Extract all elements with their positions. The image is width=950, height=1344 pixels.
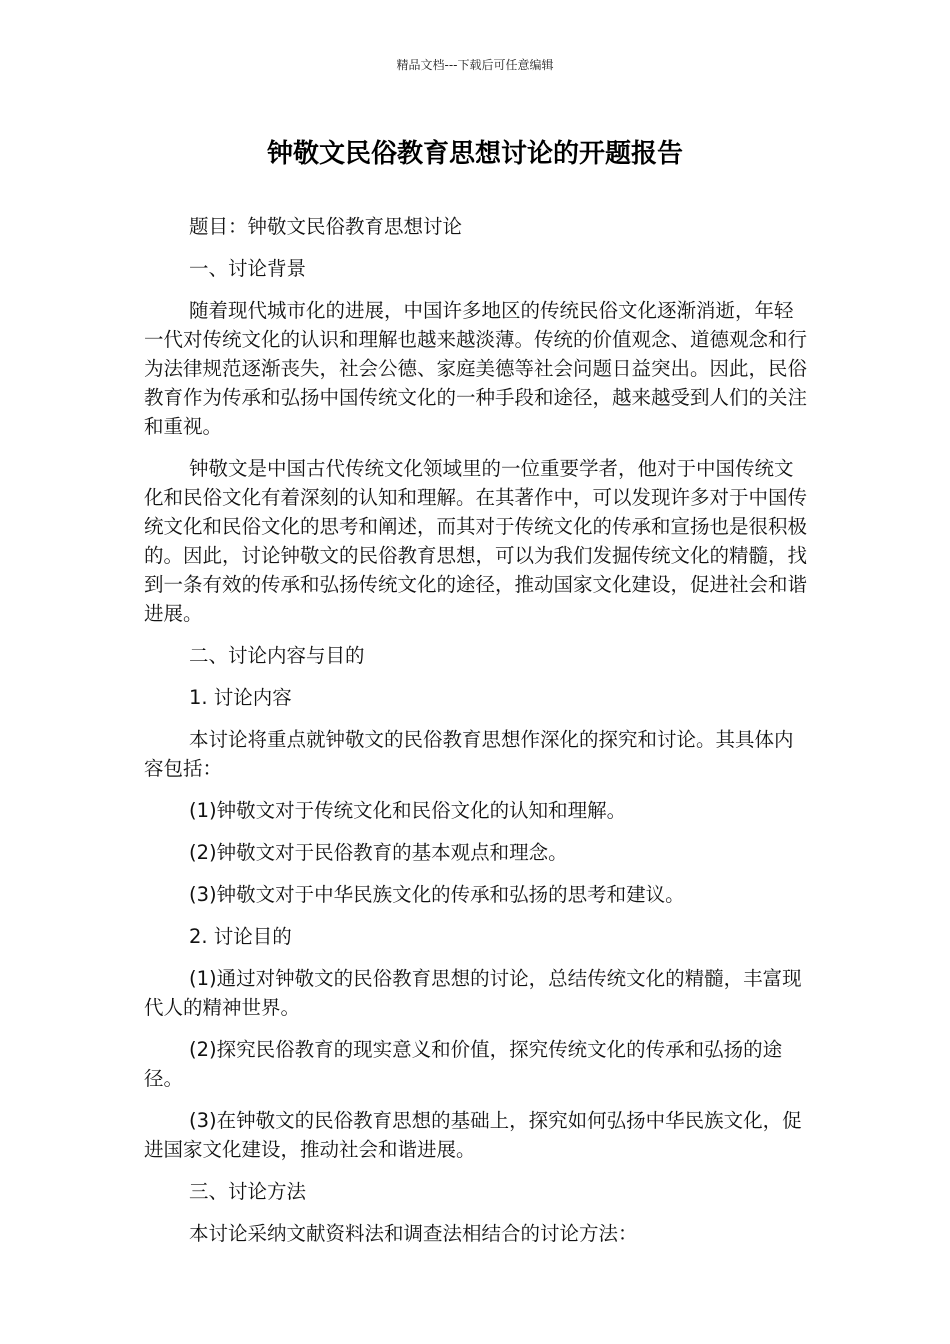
topic-line: 题目：钟敬文民俗教育思想讨论	[189, 215, 463, 238]
subheading-purpose: 2. 讨论目的	[189, 925, 292, 948]
content-item-1: (1)钟敬文对于传统文化和民俗文化的认知和理解。	[189, 799, 627, 822]
method-paragraph: 本讨论采纳文献资料法和调查法相结合的讨论方法：	[189, 1222, 638, 1245]
background-paragraph-1: 随着现代城市化的进展，中国许多地区的传统民俗文化逐渐消逝，年轻一代对传统文化的认识和理解也越来越淡薄。传统的价值观念、道德观念和行为法律规范逐渐丧失，社会公德、家庭美德等社会问题日益突出。因此，民俗教育作为传承和弘扬中国传统文化的一种手段和途径，越来越受到人们的关注和重视。	[144, 299, 808, 438]
section-heading-method: 三、讨论方法	[189, 1180, 307, 1203]
section-heading-content-purpose: 二、讨论内容与目的	[189, 644, 365, 667]
section-heading-background: 一、讨论背景	[189, 257, 307, 280]
content-item-3: (3)钟敬文对于中华民族文化的传承和弘扬的思考和建议。	[189, 883, 685, 906]
content-item-2: (2)钟敬文对于民俗教育的基本观点和理念。	[189, 841, 568, 864]
background-paragraph-2: 钟敬文是中国古代传统文化领域里的一位重要学者，他对于中国传统文化和民俗文化有着深刻的认知和理解。在其著作中，可以发现许多对于中国传统文化和民俗文化的思考和阐述，而其对于传统文化的传承和宣扬也是很积极的。因此，讨论钟敬文的民俗教育思想，可以为我们发掘传统文化的精髓，找到一条有效的传承和弘扬传统文化的途径，推动国家文化建设，促进社会和谐进展。	[144, 457, 808, 625]
purpose-item-2: (2)探究民俗教育的现实意义和价值，探究传统文化的传承和弘扬的途径。	[144, 1038, 783, 1090]
document-body	[144, 212, 808, 1261]
content-intro-paragraph: 本讨论将重点就钟敬文的民俗教育思想作深化的探究和讨论。其具体内容包括：	[144, 728, 794, 780]
purpose-item-1: (1)通过对钟敬文的民俗教育思想的讨论，总结传统文化的精髓，丰富现代人的精神世界。	[144, 967, 802, 1019]
purpose-item-3: (3)在钟敬文的民俗教育思想的基础上，探究如何弘扬中华民族文化，促进国家文化建设，推动社会和谐进展。	[144, 1109, 802, 1161]
subheading-content: 1. 讨论内容	[189, 686, 292, 709]
page-header: 精品文档---下载后可任意编辑	[396, 58, 554, 72]
document-title: 钟敬文民俗教育思想讨论的开题报告	[266, 139, 683, 169]
